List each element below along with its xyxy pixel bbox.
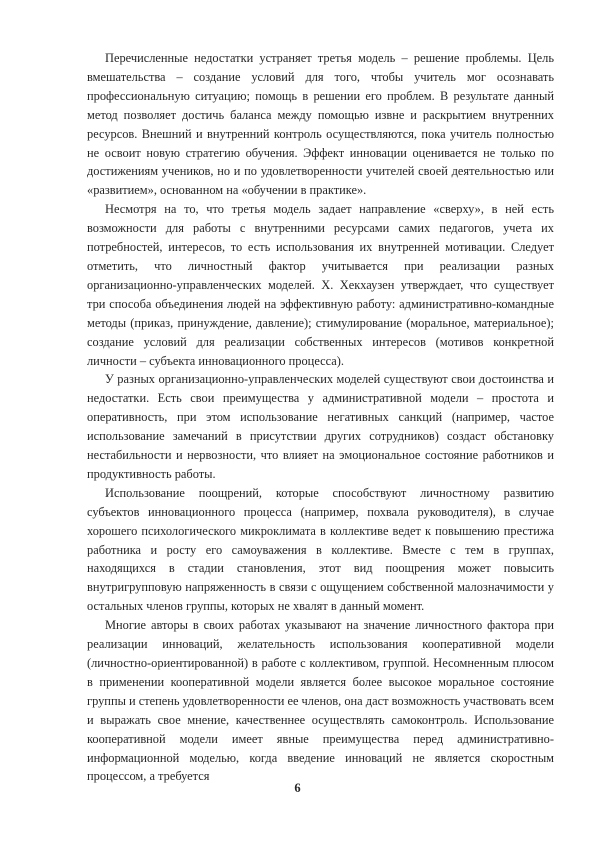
paragraph-1: Перечисленные недостатки устраняет третья модель – решение проблемы. Цель вмешательства – создание условий для того, чтобы учитель мог осознавать профессиональную ситуацию; помощь в решении его проблем. В результате данный метод позволяет достичь баланса между помощью извне и раскрытием внутренних ресурсов. Внешний и внутренний контроль осуществляются, пока учитель полностью не освоит новую стратегию обучения. Эффект инновации оценивается не только по достижениям учеников, но и по удовлетворенности учителей своей деятельностью или «развитием», основанном на «обучении в практике».: [87, 51, 554, 198]
body-text: [87, 49, 554, 786]
page-number: 6: [294, 781, 301, 795]
paragraph-4: Использование поощрений, которые способствуют личностному развитию субъектов инновационного процесса (например, похвала руководителя), в случае хорошего психологического микроклимата в коллективе ведет к повышению престижа работника и росту его самоуважения в коллективе. Вместе с тем в группах, находящихся в стадии становления, этот вид поощрения может повысить внутригрупповую напряженность в связи с ощущением собственной малозначимости у остальных членов группы, которых не хвалят в данный момент.: [87, 485, 554, 614]
paragraph-3: У разных организационно-управленческих моделей существуют свои достоинства и недостатки. Есть свои преимущества у административной модели – простота и оперативность, при этом использование негативных санкций (например, частое использование замечаний в присутствии других сотрудников) создаст обстановку нестабильности и нервозности, что влияет на эмоциональное состояние работников и продуктивность работы.: [87, 372, 554, 481]
paragraph-2: Несмотря на то, что третья модель задает направление «сверху», в ней есть возможности для работы с внутренними ресурсами самих педагогов, учета их потребностей, интересов, то есть использования их внутренней мотивации. Следует отметить, что личностный фактор учитывается при реализации разных организационно-управленческих моделей. Х. Хекхаузен утверждает, что существует три способа объединения людей на эффективную работу: административно-командные методы (приказ, принуждение, давление); стимулирование (моральное, материальное); создание условий для реализации собственных интересов (мотивов конкретной личности – субъекта инновационного процесса).: [87, 202, 554, 368]
paragraph-5: Многие авторы в своих работах указывают на значение личностного фактора при реализации инноваций, желательность использования кооперативной модели (личностно-ориентированной) в работе с коллективом, группой. Несомненным плюсом в применении кооперативной модели является более высокое моральное состояние группы и степень удовлетворенности ее членов, она даст возможность участвовать всем и выражать свое мнение, качественнее осуществлять самоконтроль. Использование кооперативной модели имеет явные преимущества перед административно-информационной моделью, когда введение инноваций не является скоростным процессом, а требуется: [87, 618, 554, 784]
